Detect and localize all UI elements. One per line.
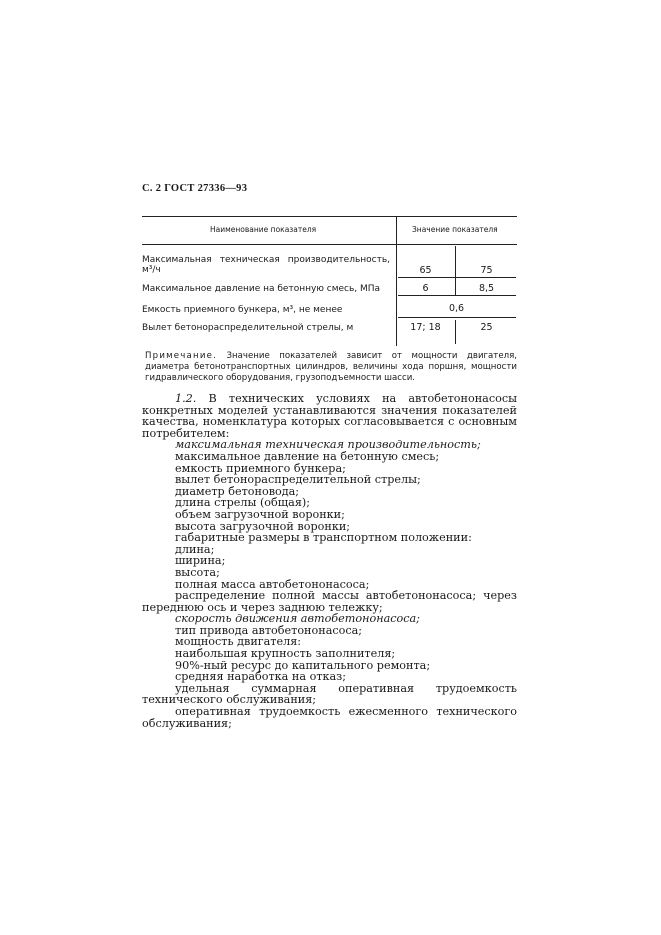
list-item: полная масса автобетононасоса; bbox=[175, 577, 370, 591]
list-item: распределение полной массы автобетононасоса; через переднюю ось и через заднюю тележку; bbox=[142, 589, 517, 614]
table-row-4-name: Вылет бетонораспределительной стрелы, м bbox=[142, 323, 354, 333]
list-item: оперативная трудоемкость ежесменного технического обслуживания; bbox=[142, 705, 517, 730]
page-header: С. 2 ГОСТ 27336—93 bbox=[142, 183, 248, 194]
row-2-value-rule bbox=[398, 295, 516, 296]
table-row-1-name: Максимальная техническая производительность, м³/ч bbox=[142, 255, 390, 275]
table-row-1-value-1: 65 bbox=[419, 265, 432, 276]
table-top-rule bbox=[142, 216, 517, 217]
list-item: высота; bbox=[175, 565, 220, 579]
list-item: объем загрузочной воронки; bbox=[175, 507, 345, 521]
table-row-3-value: 0,6 bbox=[448, 303, 465, 314]
section-body bbox=[142, 393, 517, 729]
list-item: наибольшая крупность заполнителя; bbox=[175, 647, 396, 661]
list-item: длина; bbox=[175, 542, 215, 556]
list-item: высота загрузочной воронки; bbox=[175, 519, 351, 533]
table-note bbox=[145, 351, 517, 384]
list-item: габаритные размеры в транспортном положении: bbox=[175, 531, 472, 545]
list-item: средняя наработка на отказ; bbox=[175, 670, 347, 684]
table-row-2-name: Максимальное давление на бетонную смесь, МПа bbox=[142, 284, 381, 294]
column-header-name: Наименование показателя bbox=[210, 225, 317, 234]
table-row-3-name: Емкость приемного бункера, м³, не менее bbox=[142, 305, 343, 315]
list-item: максимальная техническая производительность; bbox=[175, 438, 481, 452]
list-item: тип привода автобетононасоса; bbox=[175, 623, 363, 637]
list-item: 90%-ный ресурс до капитального ремонта; bbox=[175, 658, 431, 672]
table-row-2-value-1: 6 bbox=[422, 283, 429, 294]
row-1-value-rule bbox=[398, 277, 516, 278]
column-header-value: Значение показателя bbox=[412, 225, 498, 234]
section-number: 1.2. bbox=[175, 392, 197, 405]
table-row-2-value-2: 8,5 bbox=[478, 283, 495, 294]
list-item: мощность двигателя: bbox=[175, 635, 302, 649]
table-row-1-value-2: 75 bbox=[480, 265, 493, 276]
table-row-4-value-2: 25 bbox=[480, 322, 493, 333]
list-item: диаметр бетоновода; bbox=[175, 484, 300, 498]
table-row-4-value-1: 17; 18 bbox=[410, 322, 441, 333]
list-item: скорость движения автобетононасоса; bbox=[175, 612, 420, 626]
table-header-rule bbox=[142, 244, 517, 245]
list-item: удельная суммарная оперативная трудоемкость технического обслуживания; bbox=[142, 681, 517, 707]
list-item: длина стрелы (общая); bbox=[175, 496, 311, 510]
row-3-value-rule bbox=[398, 317, 516, 318]
list-item: емкость приемного бункера; bbox=[175, 461, 346, 475]
note-text: Значение показателей зависит от мощности двигателя, диаметра бетонотранспортных цилиндров, величины хода поршня, мощности гидравлического оборудования, грузоподъемности шасси. bbox=[145, 351, 517, 383]
list-item: вылет бетонораспределительной стрелы; bbox=[175, 473, 421, 487]
list-item: ширина; bbox=[175, 554, 226, 568]
list-item: максимальное давление на бетонную смесь; bbox=[175, 449, 440, 463]
section-intro-text: В технических условиях на автобетононасосы конкретных моделей устанавливаются значения показателей качества, номенклатура которых согласовывается с основным потребителем: bbox=[142, 392, 517, 440]
section-intro bbox=[142, 393, 517, 439]
note-label: Примечание. bbox=[145, 351, 218, 361]
